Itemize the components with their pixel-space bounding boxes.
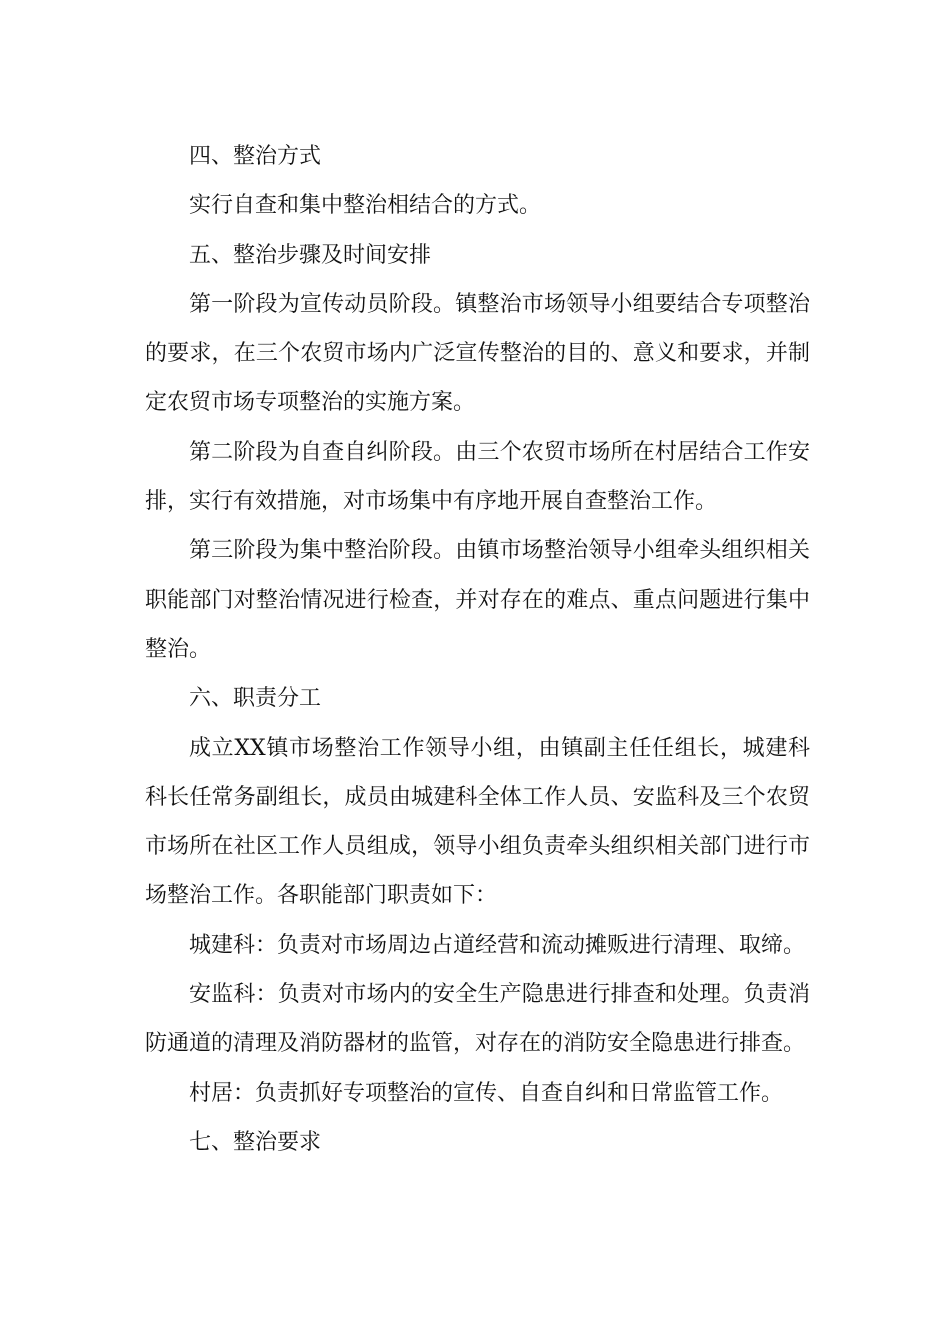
section-heading-steps: 五、整治步骤及时间安排	[189, 242, 432, 268]
paragraph-village: 村居：负责抓好专项整治的宣传、自查自纠和日常监管工作。	[189, 1080, 784, 1106]
document-body	[145, 132, 810, 1167]
section-heading-requirements: 七、整治要求	[189, 1129, 322, 1155]
section-heading-method: 四、整治方式	[189, 144, 322, 169]
paragraph-method: 实行自查和集中整治相结合的方式。	[189, 193, 542, 219]
paragraph-stage-one: 第一阶段为宣传动员阶段。镇整治市场领导小组要结合专项整治的要求，在三个农贸市场内广泛宣传整治的目的、意义和要求，并制定农贸市场专项整治的实施方案。	[145, 291, 810, 416]
paragraph-safety-supervision: 安监科：负责对市场内的安全生产隐患进行排查和处理。负责消防通道的清理及消防器材的监管，对存在的消防安全隐患进行排查。	[145, 982, 810, 1057]
paragraph-stage-two: 第二阶段为自查自纠阶段。由三个农贸市场所在村居结合工作安排，实行有效措施，对市场集中有序地开展自查整治工作。	[145, 439, 810, 515]
paragraph-urban-construction: 城建科：负责对市场周边占道经营和流动摊贩进行清理、取缔。	[189, 932, 806, 958]
paragraph-stage-three: 第三阶段为集中整治阶段。由镇市场整治领导小组牵头组织相关职能部门对整治情况进行检查，并对存在的难点、重点问题进行集中整治。	[145, 538, 810, 662]
paragraph-leading-group: 成立XX镇市场整治工作领导小组，由镇副主任任组长，城建科科长任常务副组长，成员由城建科全体工作人员、安监科及三个农贸市场所在社区工作人员组成，领导小组负责牵头组织相关部门进行市场整治工作。各职能部门职责如下：	[145, 735, 810, 909]
section-heading-duties: 六、职责分工	[189, 686, 322, 712]
